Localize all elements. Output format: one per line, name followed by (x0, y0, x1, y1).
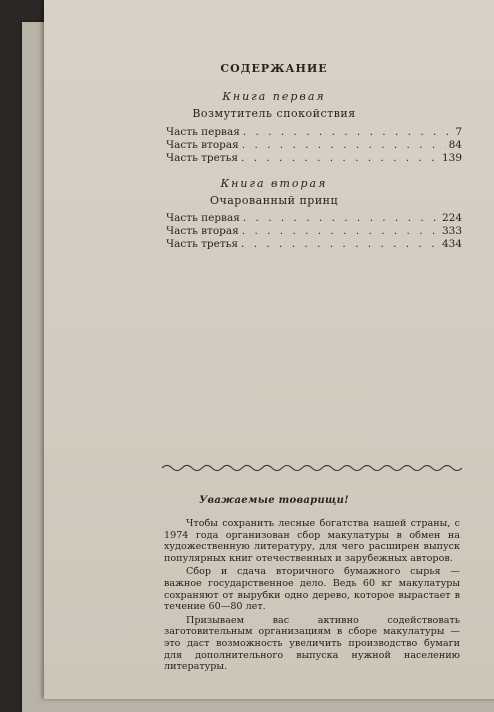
toc-entry-page: 333 (441, 225, 462, 237)
toc-entry-page: 7 (455, 126, 462, 138)
notice-title: Уважаемые товарищи! (199, 495, 349, 506)
book-2-subtitle: Очарованный принц (209, 194, 339, 207)
book-1-subtitle: Возмутитель спокойствия (192, 107, 356, 120)
wavy-divider (162, 462, 462, 472)
toc-entry (166, 139, 462, 152)
toc-entry-page: 139 (441, 152, 462, 164)
toc-entry (166, 238, 462, 251)
toc-leader-dots (243, 126, 452, 138)
notice-body (164, 518, 460, 675)
toc-leader-dots (241, 152, 439, 164)
toc-entry (166, 212, 462, 225)
notice-paragraph: Чтобы сохранить лесные богатства нашей страны, с 1974 года организован сбор макулатуры в обмен на художественную литературу, для чего расширен выпуск популярных книг отечественных и зарубежных авторов. (164, 518, 460, 564)
toc-entry-label: Часть вторая (166, 139, 239, 151)
toc-entry-label: Часть первая (166, 126, 240, 138)
toc-leader-dots (242, 225, 439, 237)
notice-paragraph: Сбор и сдача вторичного бумажного сырья — важное государственное дело. Ведь 60 кг макулатуры сохраняют от вырубки одно дерево, которое вырастает в течение 60—80 лет. (164, 566, 460, 613)
toc-entry (166, 225, 462, 238)
book-page (44, 0, 494, 699)
toc-leader-dots (241, 238, 439, 250)
toc-entry-label: Часть вторая (166, 225, 239, 237)
toc-entry-page: 84 (448, 139, 462, 151)
toc-entry-label: Часть первая (166, 212, 240, 224)
toc-leader-dots (243, 212, 439, 224)
toc-entry-label: Часть третья (166, 238, 239, 250)
notice-paragraph: Призываем вас активно содействовать заготовительным организациям в сборе макулатуры — это даст возможность увеличить производство бумаги для дополнительного выпуска нужной населению литературы. (164, 614, 460, 673)
toc-title: СОДЕРЖАНИЕ (220, 62, 328, 75)
book-1-heading: Книга первая (222, 90, 326, 103)
toc-leader-dots (242, 139, 446, 151)
toc-entry-page: 224 (441, 212, 462, 224)
toc-entry-page: 434 (441, 238, 462, 250)
toc-entry (166, 126, 462, 139)
toc-entry-label: Часть третья (166, 152, 239, 164)
book-2-heading: Книга вторая (220, 177, 328, 190)
toc-entry (166, 152, 462, 165)
